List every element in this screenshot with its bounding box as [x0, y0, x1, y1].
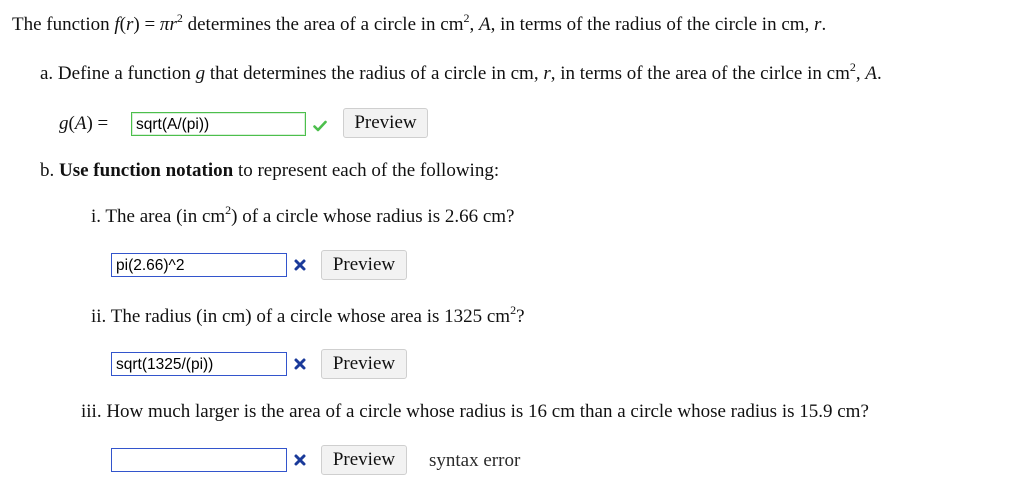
g-of-A-label: g(A) =	[59, 113, 109, 134]
part-b-prompt: b. Use function notation to represent each of the following:	[40, 160, 500, 181]
variable-A: A	[865, 63, 877, 84]
exponent-2: 2	[463, 11, 470, 26]
exponent-2: 2	[176, 11, 183, 26]
variable-r: r	[169, 14, 177, 35]
function-f: f	[114, 14, 120, 35]
preview-button-iii[interactable]: Preview	[321, 445, 407, 475]
exponent-2: 2	[225, 203, 232, 218]
question-ii-text: ii. The radius (in cm) of a circle whose area is 1325 $cm^2$?	[91, 303, 525, 327]
preview-button-i[interactable]: Preview	[321, 250, 407, 280]
part-a-prompt: a. Define a function g that determines the radius of a circle in cm, r, in terms of the area of the cirlce in $cm^2$, A.	[40, 60, 882, 84]
variable-A: A	[479, 14, 491, 35]
answer-field-i[interactable]: pi(2.66)^2	[111, 253, 287, 277]
variable-r: r	[543, 63, 551, 84]
answer-field-iii[interactable]	[111, 448, 287, 472]
function-g: g	[195, 63, 206, 84]
function-notation-bold: Use function notation	[59, 160, 234, 181]
x-mark-icon	[293, 258, 307, 272]
x-mark-icon	[293, 453, 307, 467]
answer-field-ii[interactable]: sqrt(1325/(pi))	[111, 352, 287, 376]
checkmark-icon	[313, 119, 327, 133]
intro-text-2: determines the area of a circle in cm	[182, 14, 464, 35]
question-iii-text: iii. How much larger is the area of a circle whose radius is 16 cm than a circle whose radius is 15.9 cm?	[81, 401, 869, 422]
question-i-text: i. The area (in $cm^2$) of a circle whose radius is 2.66 cm?	[91, 203, 515, 227]
equals-sign: =	[139, 14, 160, 35]
preview-button-a[interactable]: Preview	[343, 108, 428, 138]
intro-text-1: The function	[12, 14, 115, 35]
intro-text-3: , in terms of the radius of the circle in cm,	[490, 14, 815, 35]
intro-text: The function $f(r) = \pi r^2$ determines the area of a circle in $cm^2$, A, in terms of the radius of the circle in cm, r.	[12, 11, 827, 35]
pi-symbol: π	[159, 14, 170, 35]
preview-button-ii[interactable]: Preview	[321, 349, 407, 379]
exponent-2: 2	[849, 60, 856, 75]
answer-field-a[interactable]: sqrt(A/(pi))	[131, 112, 306, 136]
variable-r: r	[814, 14, 822, 35]
syntax-error-message: syntax error	[429, 450, 521, 471]
exponent-2: 2	[510, 303, 517, 318]
variable-r: r	[125, 14, 134, 35]
x-mark-icon	[293, 357, 307, 371]
